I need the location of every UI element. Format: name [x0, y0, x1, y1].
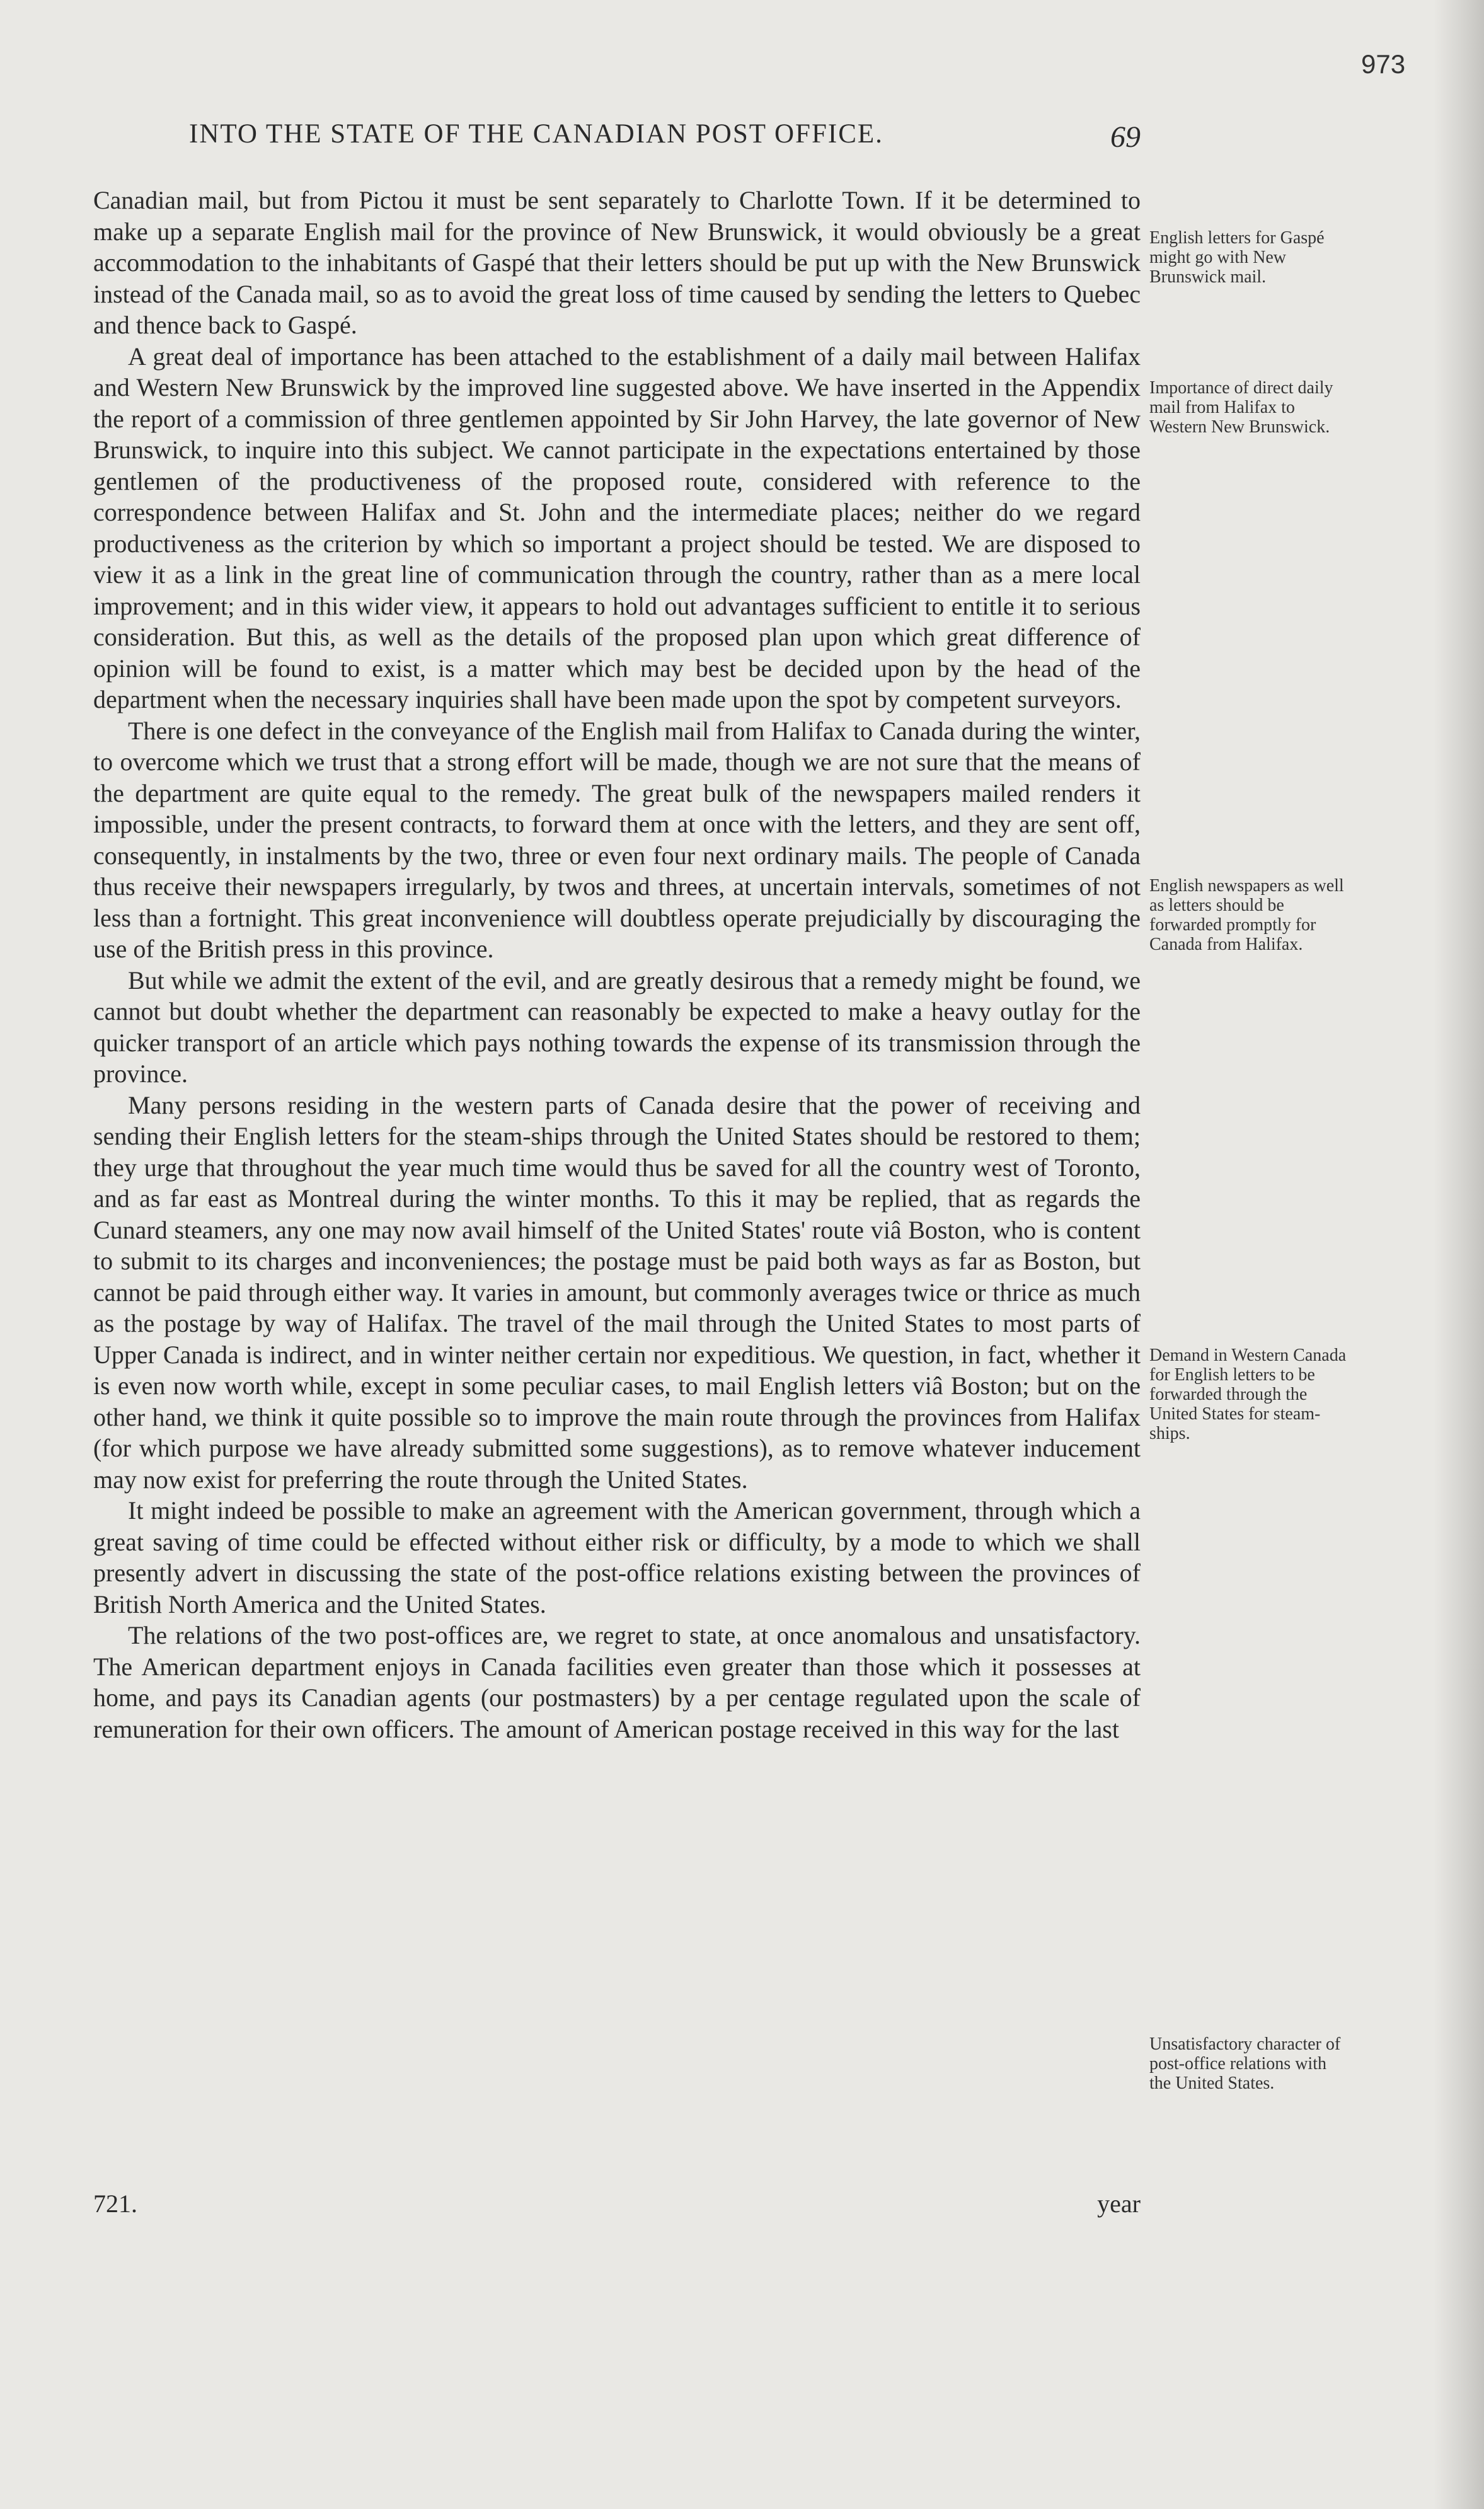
paragraph-remedy-doubt: But while we admit the extent of the evil, and are greatly desirous that a remedy might be found, we cannot but doubt whether the department can reasonably be expected to make a heavy outlay for the quicker transport of an article which pays nothing towards the expense of its transmission through the province.	[93, 966, 1141, 1088]
paragraph-american-agreement: It might indeed be possible to make an agreement with the American government, through which a great saving of time could be effected without either risk or difficulty, by a mode to which we shall presently advert in discussing the state of the post-office relations existing between the provinces of British North America and the United States.	[93, 1496, 1141, 1618]
running-title: INTO THE STATE OF THE CANADIAN POST OFFICE.	[189, 119, 883, 149]
page-number: 69	[1110, 120, 1141, 154]
margin-note-newspapers: English newspapers as well as letters should be forwarded promptly for Canada from Halifax.	[1149, 876, 1344, 954]
paragraph-western-canada: Many persons residing in the western parts of Canada desire that the power of receiving and sending their English letters for the steam-ships through the United States should be restored to them; they urge that throughout the year much time would thus be saved for all the country west of Toronto, and as far east as Montreal during the winter months. To this it may be replied, that as regards the Cunard steamers, any one may now avail himself of the United States' route viâ Boston, who is content to submit to its charges and inconveniences; the postage must be paid both ways as far as Boston, but cannot be paid through either way. It varies in amount, but commonly averages twice or thrice as much as the postage by way of Halifax. The travel of the mail through the United States to most parts of Upper Canada is indirect, and in winter neither certain nor expeditious. We question, in fact, whether it is even now worth while, except in some peculiar cases, to mail English letters viâ Boston; but on the other hand, we think it quite possible so to improve the main route through the provinces from Halifax (for which purpose we have already submitted some suggestions), as to remove whatever inducement may now exist for preferring the route through the United States.	[93, 1090, 1141, 1494]
page-binding-edge	[1434, 0, 1484, 2509]
paragraph-gaspe-letters: Canadian mail, but from Pictou it must be sent separately to Charlotte Town. If it be determined to make up a separate English mail for the province of New Brunswick, it would obviously be a great accommodation to the inhabitants of Gaspé that their letters should be put up with the New Brunswick instead of the Canada mail, so as to avoid the great loss of time caused by sending the letters to Quebec and thence back to Gaspé.	[93, 186, 1141, 339]
archive-page-number: 973	[1361, 49, 1406, 79]
paragraph-newspapers: There is one defect in the conveyance of the English mail from Halifax to Canada during the winter, to overcome which we trust that a strong effort will be made, though we are not sure that the means of the department are quite equal to the remedy. The great bulk of the newspapers mailed renders it impossible, under the present contracts, to forward them at once with the letters, and they are sent off, consequently, in instalments by the two, three or even four next ordinary mails. The people of Canada thus receive their newspapers irregularly, by twos and threes, at uncertain intervals, sometimes of not less than a fortnight. This great inconvenience will doubtless operate prejudicially by discouraging the use of the British press in this province.	[93, 716, 1141, 963]
signature-mark: 721.	[93, 2189, 137, 2218]
margin-note-relations: Unsatisfactory character of post-office relations with the United States.	[1149, 2034, 1341, 2093]
paragraph-daily-mail: A great deal of importance has been attached to the establishment of a daily mail between Halifax and Western New Brunswick by the improved line suggested above. We have inserted in the Appendix the report of a commission of three gentlemen appointed by Sir John Harvey, the late governor of New Brunswick, to inquire into this subject. We cannot participate in the expectations entertained by those gentlemen of the productiveness of the proposed route, considered with reference to the correspondence between Halifax and St. John and the intermediate places; neither do we regard productiveness as the criterion by which so important a project should be tested. We are disposed to view it as a link in the great line of communication through the country, rather than as a mere local improvement; and in this wider view, it appears to hold out advantages sufficient to entitle it to serious consideration. But this, as well as the details of the proposed plan upon which great difference of opinion will be found to exist, is a matter which may best be decided upon by the head of the department when the necessary inquiries shall have been made upon the spot by competent surveyors.	[93, 342, 1141, 713]
running-head	[189, 118, 1141, 156]
main-text-column	[93, 185, 1141, 1745]
margin-note-gaspe: English letters for Gaspé might go with New Brunswick mail.	[1149, 228, 1325, 287]
paragraph-post-office-relations: The relations of the two post-offices are, we regret to state, at once anomalous and unsatisfactory. The American department enjoys in Canada facilities even greater than those which it possesses at home, and pays its Canadian agents (our postmasters) by a per centage regulated upon the scale of remuneration for their own officers. The amount of American postage received in this way for the last	[93, 1621, 1141, 1743]
page-footer	[93, 2189, 1141, 2220]
catchword: year	[1097, 2189, 1141, 2218]
margin-note-daily-mail: Importance of direct daily mail from Halifax to Western New Brunswick.	[1149, 378, 1333, 437]
margin-note-western-canada: Demand in Western Canada for English letters to be forwarded through the United States for steam-ships.	[1149, 1346, 1347, 1443]
